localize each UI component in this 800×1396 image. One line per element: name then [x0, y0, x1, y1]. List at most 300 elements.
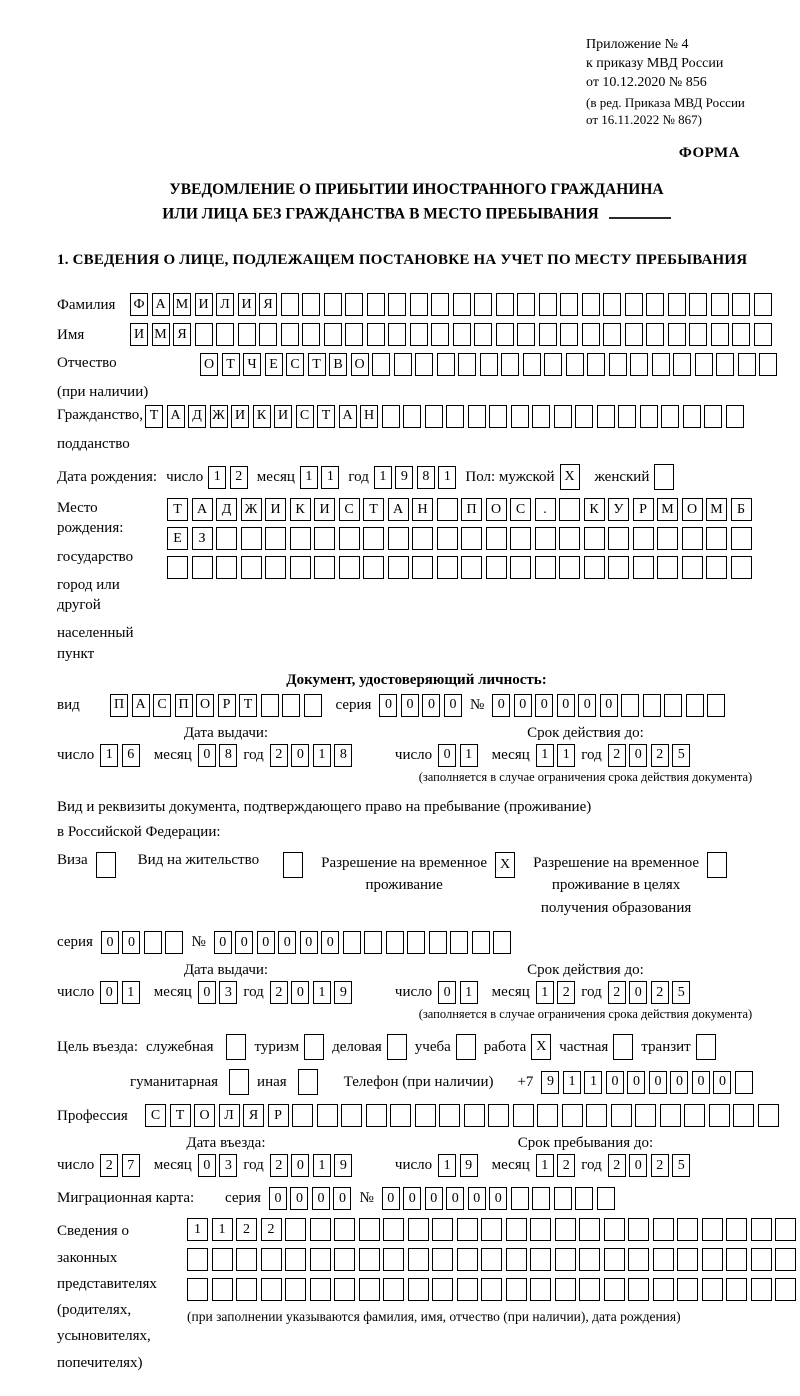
form-cell[interactable] [702, 1278, 723, 1301]
form-cell[interactable] [683, 405, 701, 428]
form-cell[interactable]: 9 [395, 466, 413, 489]
form-cell[interactable]: Т [308, 353, 326, 376]
form-cell[interactable]: А [339, 405, 357, 428]
form-cell[interactable] [216, 323, 234, 346]
form-cell[interactable] [372, 353, 390, 376]
form-cell[interactable]: 0 [198, 1154, 216, 1177]
form-cell[interactable]: 5 [672, 744, 690, 767]
form-cell[interactable]: Я [259, 293, 277, 316]
form-cell[interactable]: 0 [333, 1187, 351, 1210]
form-cell[interactable] [192, 556, 213, 579]
form-cell[interactable]: С [296, 405, 314, 428]
form-cell[interactable]: И [274, 405, 292, 428]
form-cell[interactable] [544, 353, 562, 376]
form-cell[interactable] [481, 1218, 502, 1241]
form-cell[interactable] [726, 1218, 747, 1241]
form-cell[interactable] [506, 1218, 527, 1241]
form-cell[interactable]: 0 [403, 1187, 421, 1210]
form-cell[interactable]: 2 [651, 1154, 669, 1177]
form-cell[interactable] [302, 293, 320, 316]
form-cell[interactable] [383, 1218, 404, 1241]
form-cell[interactable] [195, 323, 213, 346]
form-cell[interactable] [394, 353, 412, 376]
form-cell[interactable] [408, 1278, 429, 1301]
form-cell[interactable]: 1 [374, 466, 392, 489]
form-cell[interactable] [472, 931, 490, 954]
form-cell[interactable]: 0 [291, 981, 309, 1004]
form-cell[interactable] [707, 694, 725, 717]
form-cell[interactable] [261, 1248, 282, 1271]
form-cell[interactable] [359, 1218, 380, 1241]
form-cell[interactable] [751, 1278, 772, 1301]
form-cell[interactable] [366, 1104, 387, 1127]
form-cell[interactable]: 8 [417, 466, 435, 489]
form-cell[interactable]: К [253, 405, 271, 428]
form-cell[interactable] [341, 1104, 362, 1127]
form-cell[interactable] [603, 293, 621, 316]
form-cell[interactable] [226, 1034, 246, 1060]
form-cell[interactable] [432, 1248, 453, 1271]
form-cell[interactable]: А [388, 498, 409, 521]
form-cell[interactable]: 3 [219, 981, 237, 1004]
form-cell[interactable] [643, 694, 661, 717]
form-cell[interactable]: С [153, 694, 171, 717]
form-cell[interactable] [387, 1034, 407, 1060]
form-cell[interactable]: X [495, 852, 515, 878]
form-cell[interactable] [559, 527, 580, 550]
form-cell[interactable] [302, 323, 320, 346]
form-cell[interactable] [324, 293, 342, 316]
form-cell[interactable] [453, 323, 471, 346]
form-cell[interactable]: Т [363, 498, 384, 521]
form-cell[interactable] [532, 1187, 550, 1210]
form-cell[interactable] [241, 556, 262, 579]
form-cell[interactable]: 0 [438, 981, 456, 1004]
form-cell[interactable]: 1 [300, 466, 318, 489]
form-cell[interactable] [450, 931, 468, 954]
form-cell[interactable] [537, 1104, 558, 1127]
form-cell[interactable] [511, 1187, 529, 1210]
form-cell[interactable] [261, 694, 279, 717]
form-cell[interactable] [236, 1278, 257, 1301]
form-cell[interactable]: Н [412, 498, 433, 521]
form-cell[interactable] [96, 852, 116, 878]
form-cell[interactable]: О [194, 1104, 215, 1127]
form-cell[interactable]: X [560, 464, 580, 490]
form-cell[interactable]: 2 [270, 981, 288, 1004]
form-cell[interactable] [555, 1248, 576, 1271]
form-cell[interactable]: 1 [313, 981, 331, 1004]
form-cell[interactable]: Л [216, 293, 234, 316]
form-cell[interactable]: 1 [460, 981, 478, 1004]
form-cell[interactable] [732, 293, 750, 316]
form-cell[interactable] [464, 1104, 485, 1127]
form-cell[interactable] [633, 527, 654, 550]
form-cell[interactable] [388, 556, 409, 579]
form-cell[interactable]: О [486, 498, 507, 521]
form-cell[interactable] [559, 556, 580, 579]
form-cell[interactable] [408, 1248, 429, 1271]
form-cell[interactable]: 9 [334, 981, 352, 1004]
form-cell[interactable] [496, 323, 514, 346]
form-cell[interactable] [621, 694, 639, 717]
form-cell[interactable]: Б [731, 498, 752, 521]
form-cell[interactable] [446, 405, 464, 428]
form-cell[interactable] [408, 1218, 429, 1241]
form-cell[interactable] [437, 527, 458, 550]
form-cell[interactable] [704, 405, 722, 428]
form-cell[interactable] [696, 1034, 716, 1060]
form-cell[interactable]: 2 [236, 1218, 257, 1241]
form-cell[interactable] [754, 323, 772, 346]
form-cell[interactable]: 0 [300, 931, 318, 954]
form-cell[interactable] [468, 405, 486, 428]
form-cell[interactable] [314, 556, 335, 579]
form-cell[interactable] [407, 931, 425, 954]
form-cell[interactable]: 1 [321, 466, 339, 489]
form-cell[interactable] [359, 1248, 380, 1271]
form-cell[interactable] [345, 293, 363, 316]
form-cell[interactable]: 0 [578, 694, 596, 717]
form-cell[interactable] [212, 1278, 233, 1301]
form-cell[interactable] [706, 527, 727, 550]
form-cell[interactable] [386, 931, 404, 954]
form-cell[interactable] [646, 293, 664, 316]
form-cell[interactable]: 0 [321, 931, 339, 954]
form-cell[interactable] [582, 323, 600, 346]
form-cell[interactable] [456, 1034, 476, 1060]
form-cell[interactable] [488, 1104, 509, 1127]
form-cell[interactable] [314, 527, 335, 550]
form-cell[interactable]: В [329, 353, 347, 376]
form-cell[interactable] [481, 1248, 502, 1271]
form-cell[interactable] [282, 694, 300, 717]
form-cell[interactable]: 0 [627, 1071, 645, 1094]
form-cell[interactable]: П [461, 498, 482, 521]
form-cell[interactable] [425, 405, 443, 428]
form-cell[interactable]: 0 [291, 1154, 309, 1177]
form-cell[interactable]: 0 [446, 1187, 464, 1210]
form-cell[interactable] [285, 1218, 306, 1241]
form-cell[interactable]: 1 [557, 744, 575, 767]
form-cell[interactable] [603, 323, 621, 346]
form-cell[interactable]: М [173, 293, 191, 316]
form-cell[interactable]: 1 [460, 744, 478, 767]
form-cell[interactable]: К [584, 498, 605, 521]
form-cell[interactable]: 2 [557, 1154, 575, 1177]
form-cell[interactable]: Е [167, 527, 188, 550]
form-cell[interactable] [677, 1278, 698, 1301]
form-cell[interactable]: 0 [401, 694, 419, 717]
form-cell[interactable] [187, 1248, 208, 1271]
form-cell[interactable] [604, 1218, 625, 1241]
form-cell[interactable] [673, 353, 691, 376]
form-cell[interactable] [431, 293, 449, 316]
form-cell[interactable] [382, 405, 400, 428]
form-cell[interactable]: 0 [122, 931, 140, 954]
form-cell[interactable]: 1 [187, 1218, 208, 1241]
form-cell[interactable] [298, 1069, 318, 1095]
form-cell[interactable]: Р [268, 1104, 289, 1127]
form-cell[interactable] [738, 353, 756, 376]
form-cell[interactable]: 2 [557, 981, 575, 1004]
form-cell[interactable] [633, 556, 654, 579]
form-cell[interactable] [654, 464, 674, 490]
form-cell[interactable] [317, 1104, 338, 1127]
form-cell[interactable] [432, 1218, 453, 1241]
form-cell[interactable]: 0 [422, 694, 440, 717]
form-cell[interactable] [496, 293, 514, 316]
form-cell[interactable] [758, 1104, 779, 1127]
form-cell[interactable] [628, 1248, 649, 1271]
form-cell[interactable] [283, 852, 303, 878]
form-cell[interactable] [682, 556, 703, 579]
form-cell[interactable] [229, 1069, 249, 1095]
form-cell[interactable] [238, 323, 256, 346]
form-cell[interactable] [489, 405, 507, 428]
form-cell[interactable] [144, 931, 162, 954]
form-cell[interactable]: 9 [460, 1154, 478, 1177]
form-cell[interactable]: 2 [608, 744, 626, 767]
form-cell[interactable]: 2 [608, 1154, 626, 1177]
form-cell[interactable] [732, 323, 750, 346]
form-cell[interactable] [566, 353, 584, 376]
form-cell[interactable] [555, 1278, 576, 1301]
form-cell[interactable]: 0 [492, 694, 510, 717]
form-cell[interactable] [510, 556, 531, 579]
form-cell[interactable] [439, 1104, 460, 1127]
form-cell[interactable] [539, 293, 557, 316]
form-cell[interactable]: Д [216, 498, 237, 521]
form-cell[interactable]: 0 [291, 744, 309, 767]
form-cell[interactable] [539, 323, 557, 346]
form-cell[interactable] [501, 353, 519, 376]
form-cell[interactable] [339, 527, 360, 550]
form-cell[interactable] [412, 556, 433, 579]
form-cell[interactable] [457, 1218, 478, 1241]
form-cell[interactable]: Т [317, 405, 335, 428]
form-cell[interactable] [677, 1248, 698, 1271]
form-cell[interactable] [560, 293, 578, 316]
form-cell[interactable]: 0 [692, 1071, 710, 1094]
form-cell[interactable]: 2 [270, 1154, 288, 1177]
form-cell[interactable]: 0 [382, 1187, 400, 1210]
form-cell[interactable]: 0 [438, 744, 456, 767]
form-cell[interactable] [486, 556, 507, 579]
form-cell[interactable]: 2 [261, 1218, 282, 1241]
form-cell[interactable]: 0 [101, 931, 119, 954]
form-cell[interactable]: 1 [536, 744, 554, 767]
form-cell[interactable] [652, 353, 670, 376]
form-cell[interactable] [437, 556, 458, 579]
form-cell[interactable]: 0 [649, 1071, 667, 1094]
form-cell[interactable] [461, 527, 482, 550]
form-cell[interactable] [584, 527, 605, 550]
form-cell[interactable]: 0 [713, 1071, 731, 1094]
form-cell[interactable] [457, 1278, 478, 1301]
form-cell[interactable] [754, 293, 772, 316]
form-cell[interactable] [431, 323, 449, 346]
form-cell[interactable]: 0 [514, 694, 532, 717]
form-cell[interactable] [759, 353, 777, 376]
form-cell[interactable]: 1 [212, 1218, 233, 1241]
form-cell[interactable] [367, 323, 385, 346]
form-cell[interactable] [575, 405, 593, 428]
form-cell[interactable] [165, 931, 183, 954]
form-cell[interactable] [513, 1104, 534, 1127]
form-cell[interactable]: И [231, 405, 249, 428]
form-cell[interactable] [775, 1248, 796, 1271]
form-cell[interactable] [689, 323, 707, 346]
form-cell[interactable] [684, 1104, 705, 1127]
form-cell[interactable] [310, 1248, 331, 1271]
form-cell[interactable]: 1 [313, 1154, 331, 1177]
form-cell[interactable]: 0 [606, 1071, 624, 1094]
form-cell[interactable] [324, 323, 342, 346]
form-cell[interactable] [265, 556, 286, 579]
form-cell[interactable] [285, 1248, 306, 1271]
form-cell[interactable] [726, 405, 744, 428]
form-cell[interactable] [363, 527, 384, 550]
form-cell[interactable]: 5 [672, 1154, 690, 1177]
form-cell[interactable] [486, 527, 507, 550]
form-cell[interactable]: 1 [584, 1071, 602, 1094]
form-cell[interactable] [587, 353, 605, 376]
form-cell[interactable] [628, 1278, 649, 1301]
form-cell[interactable] [726, 1248, 747, 1271]
form-cell[interactable] [664, 694, 682, 717]
form-cell[interactable] [775, 1218, 796, 1241]
form-cell[interactable] [707, 852, 727, 878]
form-cell[interactable] [554, 1187, 572, 1210]
form-cell[interactable] [281, 323, 299, 346]
form-cell[interactable] [410, 293, 428, 316]
form-cell[interactable]: 1 [313, 744, 331, 767]
form-cell[interactable] [388, 323, 406, 346]
form-cell[interactable] [383, 1248, 404, 1271]
form-cell[interactable]: 1 [536, 981, 554, 1004]
form-cell[interactable]: С [339, 498, 360, 521]
form-cell[interactable] [261, 1278, 282, 1301]
form-cell[interactable]: З [192, 527, 213, 550]
form-cell[interactable] [702, 1248, 723, 1271]
form-cell[interactable] [711, 323, 729, 346]
form-cell[interactable]: С [145, 1104, 166, 1127]
form-cell[interactable]: М [152, 323, 170, 346]
form-cell[interactable]: 3 [219, 1154, 237, 1177]
form-cell[interactable]: 9 [334, 1154, 352, 1177]
form-cell[interactable]: И [130, 323, 148, 346]
form-cell[interactable] [310, 1278, 331, 1301]
form-cell[interactable] [334, 1248, 355, 1271]
form-cell[interactable]: М [657, 498, 678, 521]
form-cell[interactable] [686, 694, 704, 717]
form-cell[interactable] [716, 353, 734, 376]
form-cell[interactable] [259, 323, 277, 346]
form-cell[interactable] [579, 1278, 600, 1301]
form-cell[interactable]: 9 [541, 1071, 559, 1094]
form-cell[interactable] [506, 1248, 527, 1271]
form-cell[interactable] [735, 1071, 753, 1094]
form-cell[interactable]: Т [239, 694, 257, 717]
form-cell[interactable] [474, 323, 492, 346]
form-cell[interactable] [775, 1278, 796, 1301]
form-cell[interactable] [415, 1104, 436, 1127]
form-cell[interactable] [480, 353, 498, 376]
form-cell[interactable]: 0 [290, 1187, 308, 1210]
form-cell[interactable] [212, 1248, 233, 1271]
form-cell[interactable]: Н [360, 405, 378, 428]
form-cell[interactable] [432, 1278, 453, 1301]
form-cell[interactable] [167, 556, 188, 579]
form-cell[interactable] [359, 1278, 380, 1301]
form-cell[interactable] [339, 556, 360, 579]
form-cell[interactable]: 2 [651, 981, 669, 1004]
form-cell[interactable] [304, 694, 322, 717]
form-cell[interactable] [403, 405, 421, 428]
form-cell[interactable] [682, 527, 703, 550]
form-cell[interactable]: Ф [130, 293, 148, 316]
form-cell[interactable] [630, 353, 648, 376]
form-cell[interactable] [285, 1278, 306, 1301]
form-cell[interactable] [613, 1034, 633, 1060]
form-cell[interactable]: О [682, 498, 703, 521]
form-cell[interactable] [281, 293, 299, 316]
form-cell[interactable] [668, 323, 686, 346]
form-cell[interactable] [653, 1278, 674, 1301]
form-cell[interactable]: Т [170, 1104, 191, 1127]
form-cell[interactable] [429, 931, 447, 954]
form-cell[interactable]: К [290, 498, 311, 521]
form-cell[interactable]: М [706, 498, 727, 521]
form-cell[interactable]: 0 [214, 931, 232, 954]
form-cell[interactable]: 0 [269, 1187, 287, 1210]
form-cell[interactable]: Т [145, 405, 163, 428]
form-cell[interactable] [668, 293, 686, 316]
form-cell[interactable] [751, 1248, 772, 1271]
form-cell[interactable] [706, 556, 727, 579]
form-cell[interactable]: Ж [241, 498, 262, 521]
form-cell[interactable] [458, 353, 476, 376]
form-cell[interactable]: О [200, 353, 218, 376]
form-cell[interactable] [751, 1218, 772, 1241]
form-cell[interactable] [695, 353, 713, 376]
form-cell[interactable] [653, 1248, 674, 1271]
form-cell[interactable]: 2 [270, 744, 288, 767]
form-cell[interactable] [608, 556, 629, 579]
form-cell[interactable] [661, 405, 679, 428]
form-cell[interactable] [345, 323, 363, 346]
form-cell[interactable]: 0 [425, 1187, 443, 1210]
form-cell[interactable] [523, 353, 541, 376]
form-cell[interactable]: С [510, 498, 531, 521]
form-cell[interactable] [517, 293, 535, 316]
form-cell[interactable]: 1 [122, 981, 140, 1004]
form-cell[interactable] [517, 323, 535, 346]
form-cell[interactable] [453, 293, 471, 316]
form-cell[interactable]: И [238, 293, 256, 316]
form-cell[interactable] [415, 353, 433, 376]
form-cell[interactable]: У [608, 498, 629, 521]
form-cell[interactable] [646, 323, 664, 346]
form-cell[interactable] [530, 1248, 551, 1271]
form-cell[interactable] [579, 1218, 600, 1241]
form-cell[interactable] [635, 1104, 656, 1127]
form-cell[interactable]: 5 [672, 981, 690, 1004]
form-cell[interactable] [535, 527, 556, 550]
form-cell[interactable]: А [192, 498, 213, 521]
form-cell[interactable]: Т [167, 498, 188, 521]
